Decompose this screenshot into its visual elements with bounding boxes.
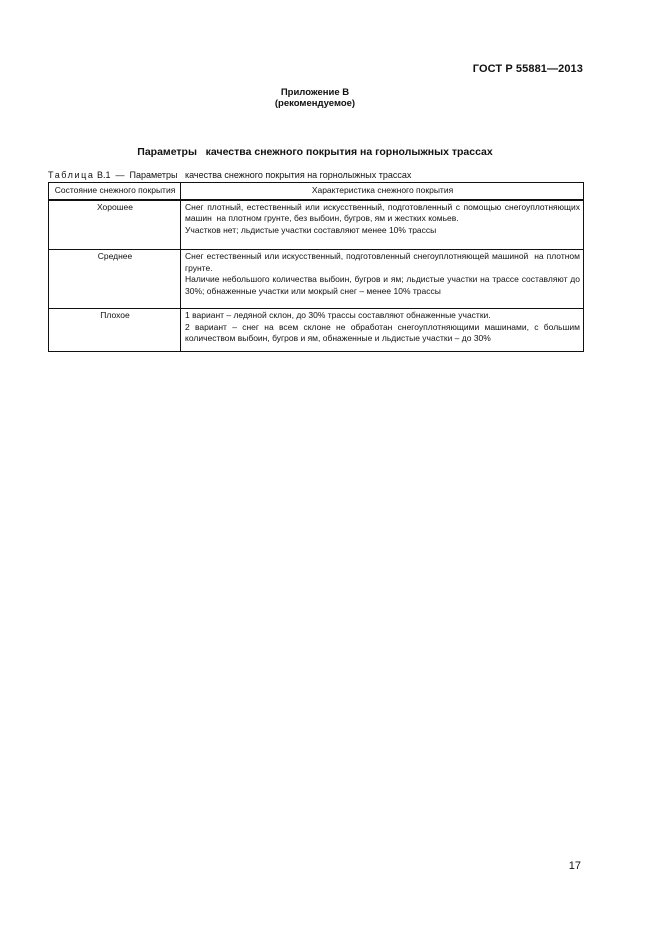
table-caption-text: В.1 — Параметры качества снежного покрытия на горнолыжных трассах <box>94 170 412 180</box>
description-line: 2 вариант – снег на всем склоне не обработан снегоуплотняющими машинами, с большим количеством выбоин, бугров и ям, обнаженные и льдистые участки – до 30% <box>185 321 580 343</box>
snow-quality-table <box>48 182 584 352</box>
description-line: Снег плотный, естественный или искусственный, подготовленный с помощью снегоуплотняющих машин на плотном грунте, без выбоин, бугров, ям и жестких комьев. <box>185 201 583 223</box>
header-state: Состояние снежного покрытия <box>49 183 181 200</box>
section-title: Параметры качества снежного покрытия на горнолыжных трассах <box>137 146 493 158</box>
description-line: Участков нет; льдистые участки составляют менее 10% трассы <box>185 224 437 235</box>
table-row <box>49 200 584 250</box>
row-description <box>181 200 584 250</box>
row-description <box>181 309 584 352</box>
page-number: 17 <box>568 860 581 872</box>
header-characteristic: Характеристика снежного покрытия <box>181 183 584 200</box>
document-code: ГОСТ Р 55881—2013 <box>472 63 583 75</box>
table-caption-prefix: Таблица <box>48 170 95 180</box>
row-state: Плохое <box>49 309 181 352</box>
appendix-heading <box>0 87 630 109</box>
description-line: 1 вариант – ледяной склон, до 30% трассы составляют обнаженные участки. <box>185 310 491 320</box>
appendix-subtitle: (рекомендуемое) <box>274 98 356 109</box>
description-line: Наличие небольшого количества выбоин, бугров и ям; льдистые участки на трассе составляют до 30%; обнаженные участки или мокрый снег – менее 10% трассы <box>185 274 580 296</box>
row-state: Хорошее <box>49 200 181 250</box>
table-row <box>49 309 584 352</box>
appendix-title: Приложение В <box>280 87 350 98</box>
description-line: Снег естественный или искусственный, подготовленный снегоуплотняющей машиной на плотном грунте. <box>185 251 583 273</box>
table-caption <box>48 170 411 180</box>
table-header-row <box>49 183 584 200</box>
table-row <box>49 250 584 309</box>
row-state: Среднее <box>49 250 181 309</box>
row-description <box>181 250 584 309</box>
